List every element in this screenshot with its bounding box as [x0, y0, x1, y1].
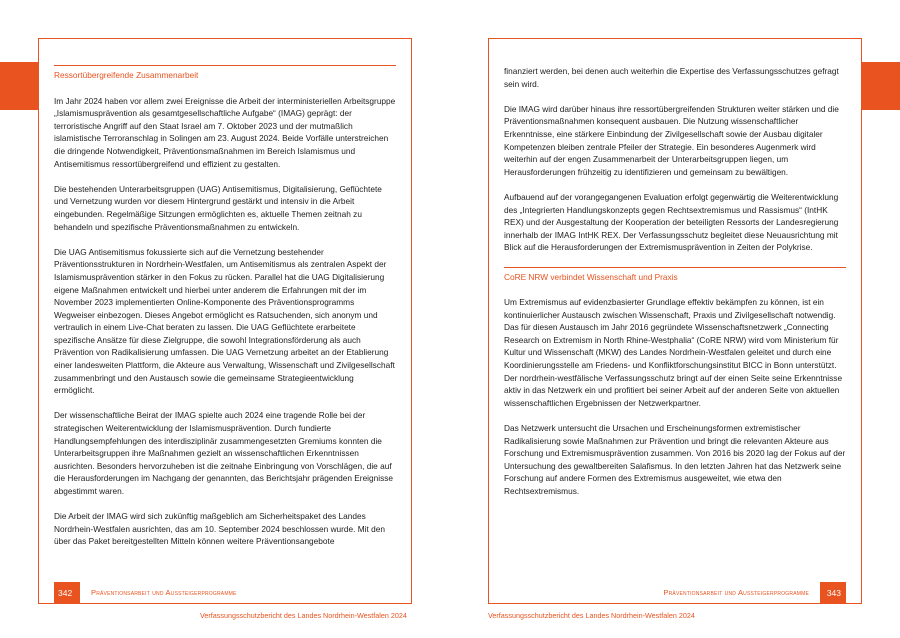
page-number: 342 [58, 588, 73, 598]
page-number: 343 [826, 588, 841, 598]
chapter-title: Präventionsarbeit und Aussteigerprogramme [91, 588, 237, 597]
right-edge-tab [862, 62, 900, 110]
paragraph: finanziert werden, bei denen auch weiterhin die Expertise des Verfassungsschutzes gefragt sein wird. [504, 66, 839, 89]
paragraph: Das Netzwerk untersucht die Ursachen und Erscheinungsformen extremistischer Radikalisierung sowie Maßnahmen zur Prävention und bringt die relevanten Akteure aus Forschung und Extremismusprävention zusammen. Von 2016 bis 2020 lag der Fokus auf der Untersuchung des gewaltbereiten Salafismus. In den letzten Jahren hat das Netzwerk seine Forschung auf andere Formen des Extremismus ausgeweitet, wie etwa den Rechtsextremismus. [504, 423, 846, 496]
report-title-footer: Verfassungsschutzbericht des Landes Nordrhein-Westfalen 2024 [200, 611, 407, 620]
paragraph: Die UAG Antisemitismus fokussierte sich auf die Vernetzung bestehender Präventionsstrukturen in Nordrhein-Westfalen, um Antisemitismus als zentralen Aspekt der Islamismusprävention stärker in den Fokus zu rücken. Parallel hat die UAG Digitalisierung eigene Maßnahmen entwickelt und hierbei unter anderem die Erfahrungen mit der im November 2023 implementierten Online-Komponente des Präventionsprogramms Wegweiser einbezogen. Dieses Angebot ermöglicht es Ratsuchenden, sich anonym und vertraulich in einem Live-Chat beraten zu lassen. Die UAG Geflüchtete erarbeitete spezifische Ansätze für diese Zielgruppe, die sowohl Integrationsförderung als auch Prävention von Radikalisierung umfassen. Die UAG Vernetzung arbeitet an der Etablierung einer landesweiten Plattform, die Akteure aus Verwaltung, Wissenschaft und Zivilgesellschaft zusammenbringt und den Austausch sowie die gemeinsame Strategieentwicklung ermöglicht. [54, 246, 395, 396]
paragraph: Die Arbeit der IMAG wird sich zukünftig maßgeblich am Sicherheitspaket des Landes Nordrhein-Westfalen ausrichten, das am 10. September 2024 beschlossen wurde. Mit den über das Paket bereitgestellten Mitteln können weitere Präventionsangebote [54, 511, 385, 547]
paragraph: Die bestehenden Unterarbeitsgruppen (UAG) Antisemitismus, Digitalisierung, Geflüchtete und Vernetzung wurden vor diesem Hintergrund gestärkt und intensiv in die Arbeit eingebunden. Regelmäßige Sitzungen ermöglichten es, aktuelle Themen zeitnah zu behandeln und spezifische Präventionsmaßnahmen zu entwickeln. [54, 183, 382, 232]
paragraph: Die IMAG wird darüber hinaus ihre ressortübergreifenden Strukturen weiter stärken und die Präventionsmaßnahmen konsequent ausbauen. Die Nutzung wissenschaftlicher Erkenntnisse, eine stärkere Einbindung der Zivilgesellschaft sowie der Ausbau digitaler Kompetenzen bleiben zentrale Pfeiler der Strategie. Ein besonderes Augenmerk wird weiterhin auf der engen Zusammenarbeit der Unterarbeitsgruppen liegen, um Herausforderungen frühzeitig zu identifizieren und gemeinsam zu bewältigen. [504, 103, 839, 177]
right-page [488, 38, 862, 604]
left-page-content [54, 65, 396, 561]
section-title: CoRE NRW verbindet Wissenschaft und Praxis [504, 271, 678, 282]
report-title-footer: Verfassungsschutzbericht des Landes Nordrhein-Westfalen 2024 [488, 611, 695, 620]
section-title: Ressortübergreifende Zusammenarbeit [54, 70, 199, 80]
right-page-content [504, 65, 846, 510]
paragraph: Aufbauend auf der vorangegangenen Evaluation erfolgt gegenwärtig die Weiterentwicklung des „Integrierten Handlungskonzepts gegen Rechtsextremismus und Rassismus“ (IntHK REX) und der Ausgestaltung der Kooperation der beteiligten Ressorts der Landesregierung innerhalb der IMAG IntHK REX. Der Verfassungsschutz begleitet diese Neuausrichtung mit Blick auf die Herausforderungen der Extremismusprävention in Zeiten der Polykrise. [504, 191, 839, 253]
paragraph: Der wissenschaftliche Beirat der IMAG spielte auch 2024 eine tragende Rolle bei der strategischen Weiterentwicklung der Islamismusprävention. Durch fundierte Handlungsempfehlungen des interdisziplinär zusammengesetzten Gremiums konnten die Unterarbeitsgruppen ihre Maßnahmen gezielt an wissenschaftlichen Erkenntnissen ausrichten. Besonders hervorzuheben ist die zeitnahe Einbringung von Vorschlägen, die auf die Herausforderungen im Nachgang der genannten, das Berichtsjahr prägenden Ereignisse abgestimmt waren. [54, 410, 394, 496]
chapter-title: Präventionsarbeit und Aussteigerprogramme [663, 588, 809, 597]
paragraph: Im Jahr 2024 haben vor allem zwei Ereignisse die Arbeit der interministeriellen Arbeitsgruppe „Islamismusprävention als gesamtgesellschaftliche Aufgabe“ (IMAG) geprägt: der terroristische Angriff auf den Staat Israel am 7. Oktober 2023 und der mutmaßlich islamistische Terroranschlag in Solingen am 23. August 2024. Beide Vorfälle unterstreichen die dringende Notwendigkeit, Präventionsmaßnahmen im Bereich Islamismus und Antisemitismus ressortübergreifend und effizient zu gestalten. [54, 95, 396, 169]
paragraph: Um Extremismus auf evidenzbasierter Grundlage effektiv bekämpfen zu können, ist ein kontinuierlicher Austausch zwischen Wissenschaft, Praxis und Zivilgesellschaft notwendig. Das für diesen Austausch im Jahr 2016 gegründete Wissenschaftsnetzwerk „Connecting Research on Extremism in North Rhine-Westphalia“ (CoRE NRW) wird vom Ministerium für Kultur und Wissenschaft (MKW) des Landes Nordrhein-Westfalen geleitet und durch eine Koordinierungsstelle am Friedens- und Konfliktforschungsinstitut BICC in Bonn unterstützt. Der nordrhein-westfälische Verfassungsschutz bringt auf der einen Seite seine Erkenntnisse aktiv in das Netzwerk ein und profitiert bei seiner Arbeit auf der anderen Seite von aktuellen wissenschaftlichen Ergebnissen der Netzwerkpartner. [504, 297, 843, 408]
left-edge-tab [0, 62, 38, 110]
left-page [38, 38, 412, 604]
